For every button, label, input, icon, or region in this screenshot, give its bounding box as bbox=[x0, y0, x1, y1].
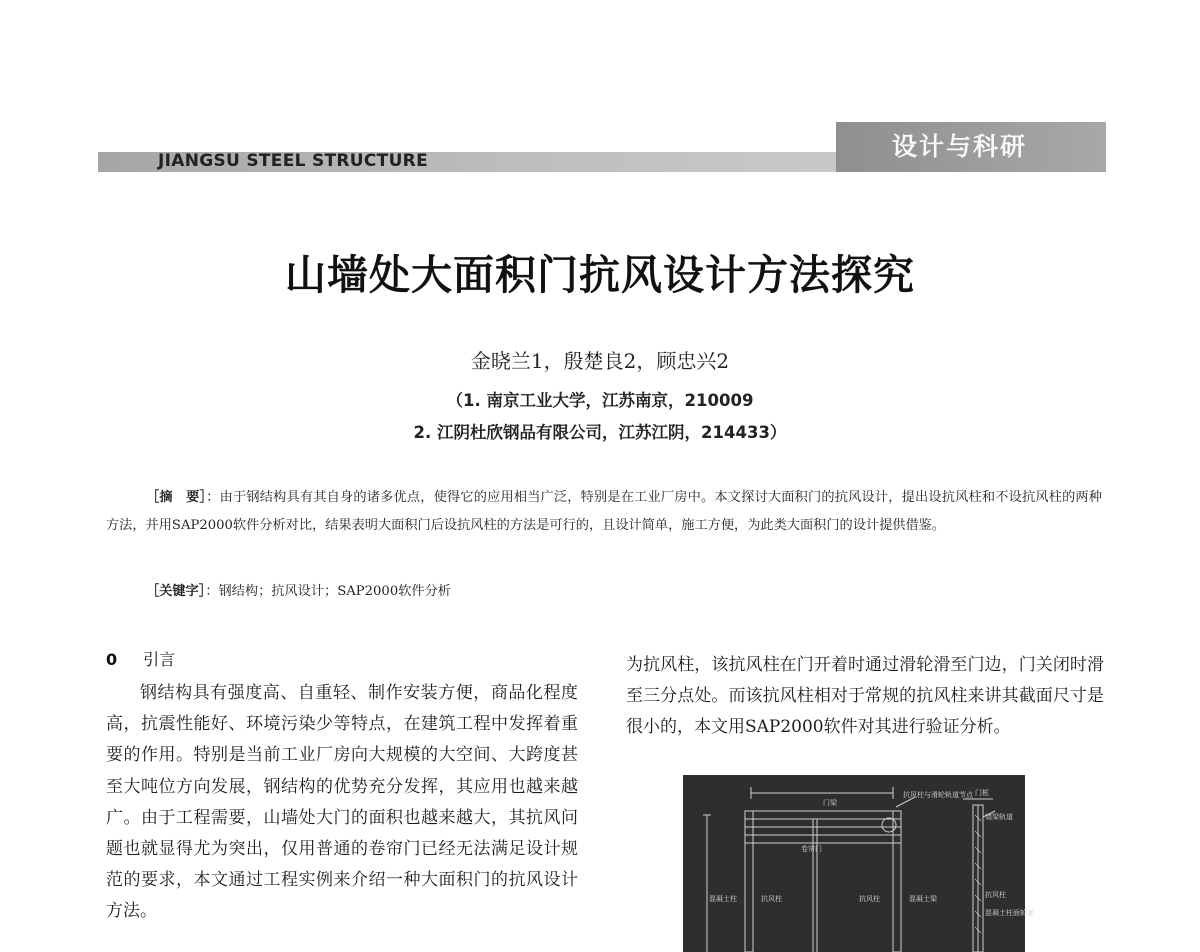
figure-label-pulley-note: 抗风柱与滑轮轨道节点 bbox=[903, 791, 973, 799]
door-elevation-drawing bbox=[683, 775, 1034, 952]
figure-label-wind-column-1: 抗风柱 bbox=[761, 895, 782, 903]
affiliation-2: 2. 江阴杜欣钢品有限公司，江苏江阴，214433） bbox=[413, 423, 787, 442]
journal-name: JIANGSU STEEL STRUCTURE bbox=[158, 151, 428, 171]
figure-label-wind-column-3: 抗风柱 bbox=[985, 891, 1006, 899]
section-number: 0 bbox=[106, 650, 118, 669]
abstract-text: ：由于钢结构具有其自身的诸多优点，使得它的应用相当广泛，特别是在工业厂房中。本文探讨大面积门的抗风设计，提出设抗风柱和不设抗风柱的两种方法，并用SAP2000软件分析对比，结果表明大面积门后设抗风柱的方法是可行的，且设计简单，施工方便，为此类大面积门的设计提供借鉴。 bbox=[106, 490, 1102, 533]
figure-label-wind-column-2: 抗风柱 bbox=[859, 895, 880, 903]
section-heading bbox=[106, 648, 175, 672]
section-label: 设计与科研 bbox=[892, 132, 1028, 161]
figure-label-concrete-beam: 混凝土梁 bbox=[909, 895, 937, 903]
section-title: 引言 bbox=[143, 650, 176, 669]
door-elevation-figure bbox=[683, 775, 1034, 952]
article-title: 山墙处大面积门抗风设计方法探究 bbox=[285, 251, 915, 299]
figure-label-roller-door: 卷帘门 bbox=[801, 845, 822, 853]
abstract bbox=[106, 484, 1102, 540]
figure-label-wall-beam: 墙梁轨道 bbox=[985, 813, 1013, 821]
abstract-label: ［摘 要］ bbox=[146, 490, 207, 505]
keywords-text: ：钢结构；抗风设计；SAP2000软件分析 bbox=[205, 584, 451, 599]
figure-label-concrete-column: 混凝土柱 bbox=[709, 895, 737, 903]
figure-label-concrete-column-2: 混凝土柱面轮廓 bbox=[985, 909, 1034, 917]
article-authors: 金晓兰1，殷楚良2，顾忠兴2 bbox=[470, 349, 730, 373]
figure-label-door-frame: 门框 bbox=[975, 789, 989, 797]
left-column-text: 钢结构具有强度高、自重轻、制作安装方便，商品化程度高，抗震性能好、环境污染少等特点，在建筑工程中发挥着重要的作用。特别是当前工业厂房向大规模的大空间、大跨度甚至大吨位方向发展，钢结构的优势充分发挥，其应用也越来越广。由于工程需要，山墙处大门的面积也越来越大，其抗风问题也就显得尤为突出，仅用普通的卷帘门已经无法满足设计规范的要求，本文通过工程实例来介绍一种大面积门的抗风设计方法。 bbox=[106, 683, 578, 922]
figure-label-door-header: 门梁 bbox=[823, 799, 837, 807]
keywords-label: ［关键字］ bbox=[146, 584, 206, 599]
right-column-text: 为抗风柱，该抗风柱在门开着时通过滑轮滑至门边，门关闭时滑至三分点处。而该抗风柱相对于常规的抗风柱来讲其截面尺寸是很小的，本文用SAP2000软件对其进行验证分析。 bbox=[626, 655, 1104, 738]
affiliation-1: （1. 南京工业大学，江苏南京，210009 bbox=[446, 391, 754, 410]
keywords bbox=[146, 580, 451, 604]
